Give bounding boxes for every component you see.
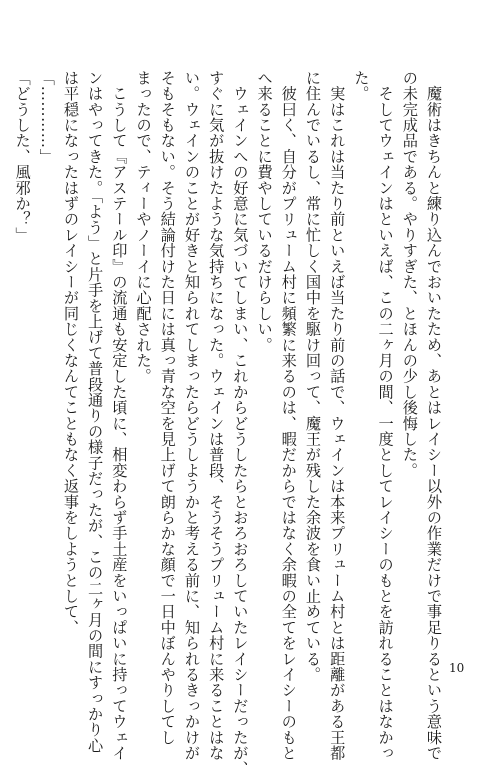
text-line: こうして『アステール印』の流通も安定した頃に、相変わらず手土産をいっぱいに持ってウェイ	[110, 70, 129, 761]
text-line: 実はこれは当たり前といえば当たり前の話で、ウェインは本来プリューム村とは距離がある王都	[328, 70, 347, 761]
text-line: そしてウェインはといえば、この二ヶ月の間、一度としてレイシーのもとを訪れることはなかっ	[376, 70, 395, 761]
text-line: に住んでいるし、常に忙しく国中を駆け回って、魔王が残した余波を食い止めている。	[303, 70, 322, 683]
page-number: 10	[449, 661, 465, 675]
text-line: ウェインへの好意に気づいてしまい、これからどうしたらとおろおろしていたレイシーだったが、	[231, 70, 250, 777]
text-line: ンはやってきた。「よう」と片手を上げて普段通りの様子だったが、この二ヶ月の間にすっかり心	[86, 70, 105, 754]
text-line: そもそもない。そう結論付けた日には真っ青な空を見上げて朗らかな顔で一日中ぼんやりしてし	[158, 70, 177, 746]
text-line: へ来ることに費やしているだけらしい。	[255, 70, 274, 353]
vertical-text-body	[13, 70, 446, 777]
text-line: は平穏になったはずのレイシーが同じくなんてこともなく返事をしようとして、	[61, 70, 80, 636]
text-line: 彼曰く、自分がプリューム村に頻繁に来るのは、暇だからではなく余暇の全てをレイシーのもと	[279, 70, 298, 761]
text-line: 魔術はきちんと練り込んでおいたため、あとはレイシー以外の作業だけで事足りるという意味で	[425, 70, 443, 761]
text-line: まったので、ティーやノーイに心配された。	[134, 70, 153, 384]
text-line: 「どうした、風邪か？」	[13, 70, 32, 243]
text-line: 「…………」	[37, 70, 56, 165]
text-line: た。	[352, 70, 371, 102]
text-line: の未完成品である。やりすぎた、とほんの少し後悔した。	[400, 70, 419, 479]
text-line: い。ウェインのことが好きと知られてしまったらどうしようかと考える前に、知られるきっかけが	[182, 70, 201, 761]
text-line: すぐに気が抜けたような気持ちになった。ウェインは普段、そうそうプリューム村に来ることはな	[207, 70, 226, 761]
